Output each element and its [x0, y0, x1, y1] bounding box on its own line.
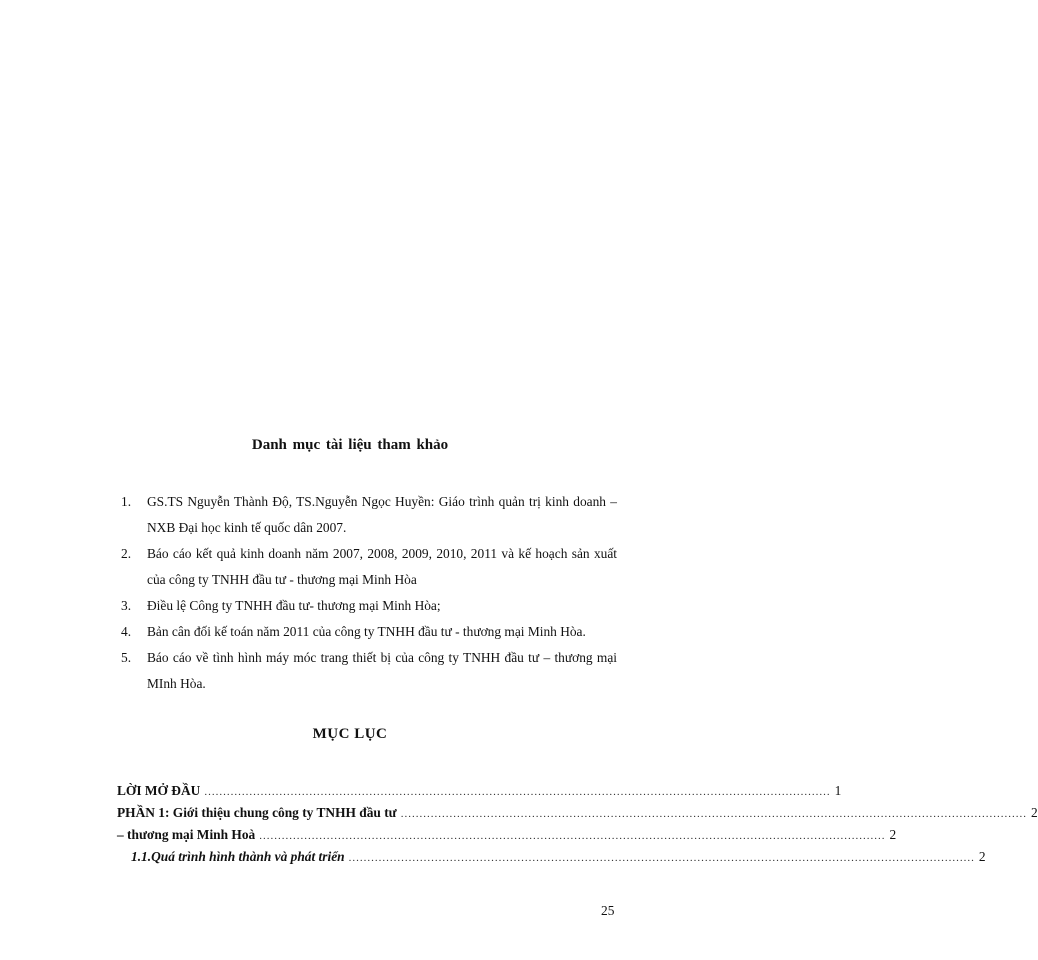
toc-leader-dots: ....................................................................................................................................................................... [259, 830, 886, 842]
toc-leader-dots: ....................................................................................................................................................................... [400, 808, 1027, 820]
toc-entry[interactable] [117, 783, 842, 801]
reference-number: 2. [121, 546, 132, 561]
reference-number: 5. [121, 650, 132, 665]
reference-item [121, 593, 617, 619]
toc-entry-page: 2 [889, 827, 897, 842]
reference-text: Bản cân đối kế toán năm 2011 của công ty TNHH đầu tư - thương mại Minh Hòa. [147, 624, 586, 639]
toc-entry-page: 2 [1030, 805, 1038, 820]
reference-number: 3. [121, 598, 132, 613]
reference-item [121, 645, 617, 697]
toc-entry[interactable] [117, 849, 986, 867]
toc-title: MỤC LỤC [312, 726, 388, 742]
toc-leader-dots: ....................................................................................................................................................................... [204, 786, 831, 798]
references-list [121, 489, 617, 697]
references-title: Danh mục tài liệu tham khảo [251, 437, 449, 453]
toc-entry-label: LỜI MỞ ĐẦU [117, 783, 201, 798]
toc-entry-label: 1.1.Quá trình hình thành và phát triển [131, 849, 345, 864]
page-number: 25 [601, 903, 615, 918]
reference-item [121, 541, 617, 593]
reference-item [121, 489, 617, 541]
toc-entry-label: – thương mại Minh Hoà [117, 827, 256, 842]
toc-entry[interactable] [117, 805, 1038, 823]
toc-entry-page: 2 [978, 849, 986, 864]
reference-text: Điều lệ Công ty TNHH đầu tư- thương mại Minh Hòa; [147, 598, 441, 613]
reference-item [121, 619, 617, 645]
toc-entry[interactable] [117, 827, 897, 845]
reference-number: 4. [121, 624, 132, 639]
reference-text: GS.TS Nguyễn Thành Độ, TS.Nguyễn Ngọc Huyền: Giáo trình quản trị kinh doanh – NXB Đại học kinh tế quốc dân 2007. [147, 494, 617, 535]
toc-entry-label: PHẦN 1: Giới thiệu chung công ty TNHH đầu tư [117, 805, 397, 820]
reference-number: 1. [121, 494, 132, 509]
toc-entry-page: 1 [834, 783, 842, 798]
reference-text: Báo cáo kết quả kinh doanh năm 2007, 2008, 2009, 2010, 2011 và kế hoạch sản xuất của công ty TNHH đầu tư - thương mại Minh Hòa [147, 546, 617, 587]
toc-leader-dots: ....................................................................................................................................................................... [348, 852, 975, 864]
reference-text: Báo cáo về tình hình máy móc trang thiết bị của công ty TNHH đầu tư – thương mại MInh Hòa. [147, 650, 617, 691]
